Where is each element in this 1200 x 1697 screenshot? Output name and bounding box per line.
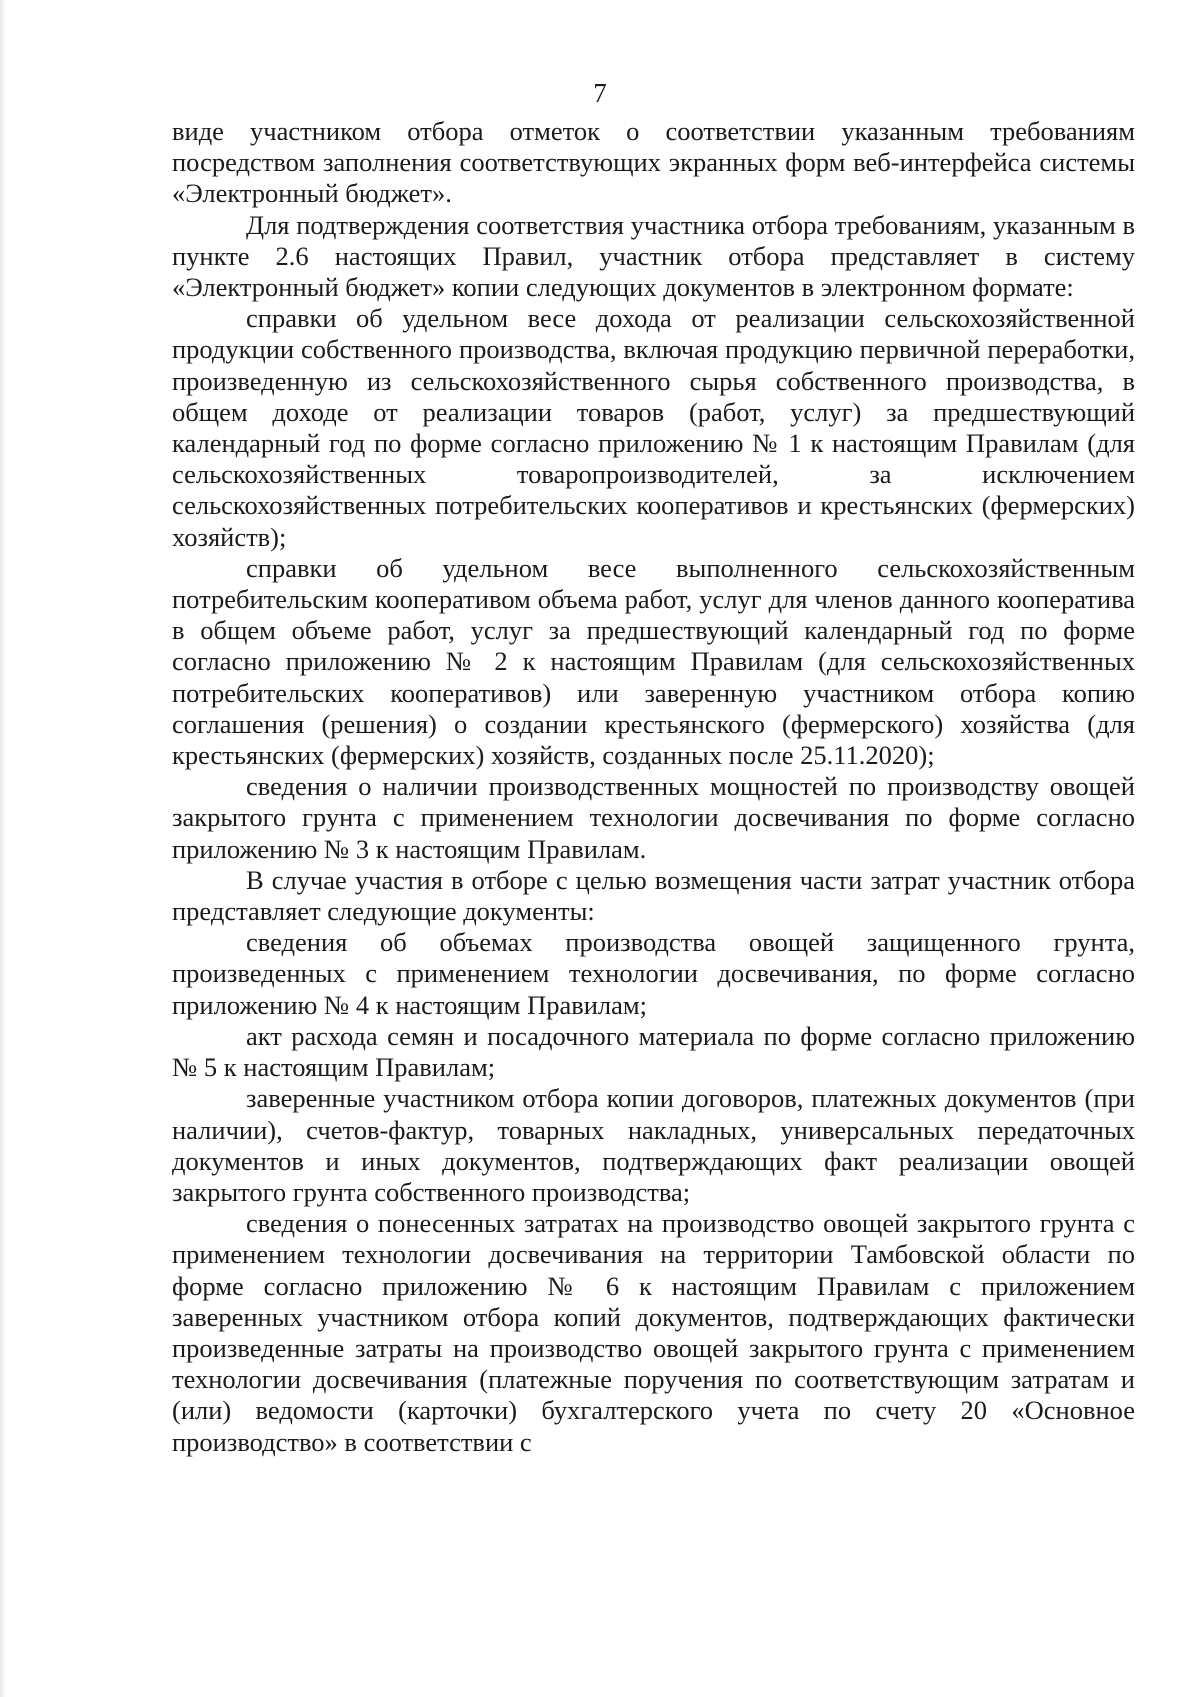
paragraph: сведения об объемах производства овощей защищенного грунта, произведенных с применением технологии досвечивания, по форме согласно приложению № 4 к настоящим Правилам; (172, 927, 1135, 1020)
document-body (172, 116, 1135, 1458)
paragraph: сведения о понесенных затратах на производство овощей закрытого грунта с применением технологии досвечивания на территории Тамбовской области по форме согласно приложению № 6 к настоящим Правилам с приложением заверенных участником отбора копий документов, подтверждающих фактически произведенные затраты на производство овощей закрытого грунта с применением технологии досвечивания (платежные поручения по соответствующим затратам и (или) ведомости (карточки) бухгалтерского учета по счету 20 «Основное производство» в соответствии с (172, 1208, 1135, 1457)
paragraph: виде участником отбора отметок о соответствии указанным требованиям посредством заполнения соответствующих экранных форм веб-интерфейса системы «Электронный бюджет». (172, 116, 1135, 209)
page-number: 7 (593, 78, 607, 108)
scan-edge-shadow (0, 0, 6, 1697)
paragraph: сведения о наличии производственных мощностей по производству овощей закрытого грунта с применением технологии досвечивания по форме согласно приложению № 3 к настоящим Правилам. (172, 771, 1135, 864)
paragraph: заверенные участником отбора копии договоров, платежных документов (при наличии), счетов-фактур, товарных накладных, универсальных передаточных документов и иных документов, подтверждающих факт реализации овощей закрытого грунта собственного производства; (172, 1083, 1135, 1207)
paragraph: справки об удельном весе дохода от реализации сельскохозяйственной продукции собственного производства, включая продукцию первичной переработки, произведенную из сельскохозяйственного сырья собственного производства, в общем доходе от реализации товаров (работ, услуг) за предшествующий календарный год по форме согласно приложению № 1 к настоящим Правилам (для сельскохозяйственных товаропроизводителей, за исключением сельскохозяйственных потребительских кооперативов и крестьянских (фермерских) хозяйств); (172, 303, 1135, 552)
paragraph: Для подтверждения соответствия участника отбора требованиям, указанным в пункте 2.6 настоящих Правил, участник отбора представляет в систему «Электронный бюджет» копии следующих документов в электронном формате: (172, 209, 1135, 303)
paragraph: В случае участия в отборе с целью возмещения части затрат участник отбора представляет следующие документы: (172, 864, 1135, 927)
paragraph: справки об удельном весе выполненного сельскохозяйственным потребительским кооперативом объема работ, услуг для членов данного кооператива в общем объеме работ, услуг за предшествующий календарный год по форме согласно приложению № 2 к настоящим Правилам (для сельскохозяйственных потребительских кооперативов) или заверенную участником отбора копию соглашения (решения) о создании крестьянского (фермерского) хозяйства (для крестьянских (фермерских) хозяйств, созданных после 25.11.2020); (172, 552, 1135, 771)
paragraph: акт расхода семян и посадочного материала по форме согласно приложению № 5 к настоящим Правилам; (172, 1020, 1135, 1083)
